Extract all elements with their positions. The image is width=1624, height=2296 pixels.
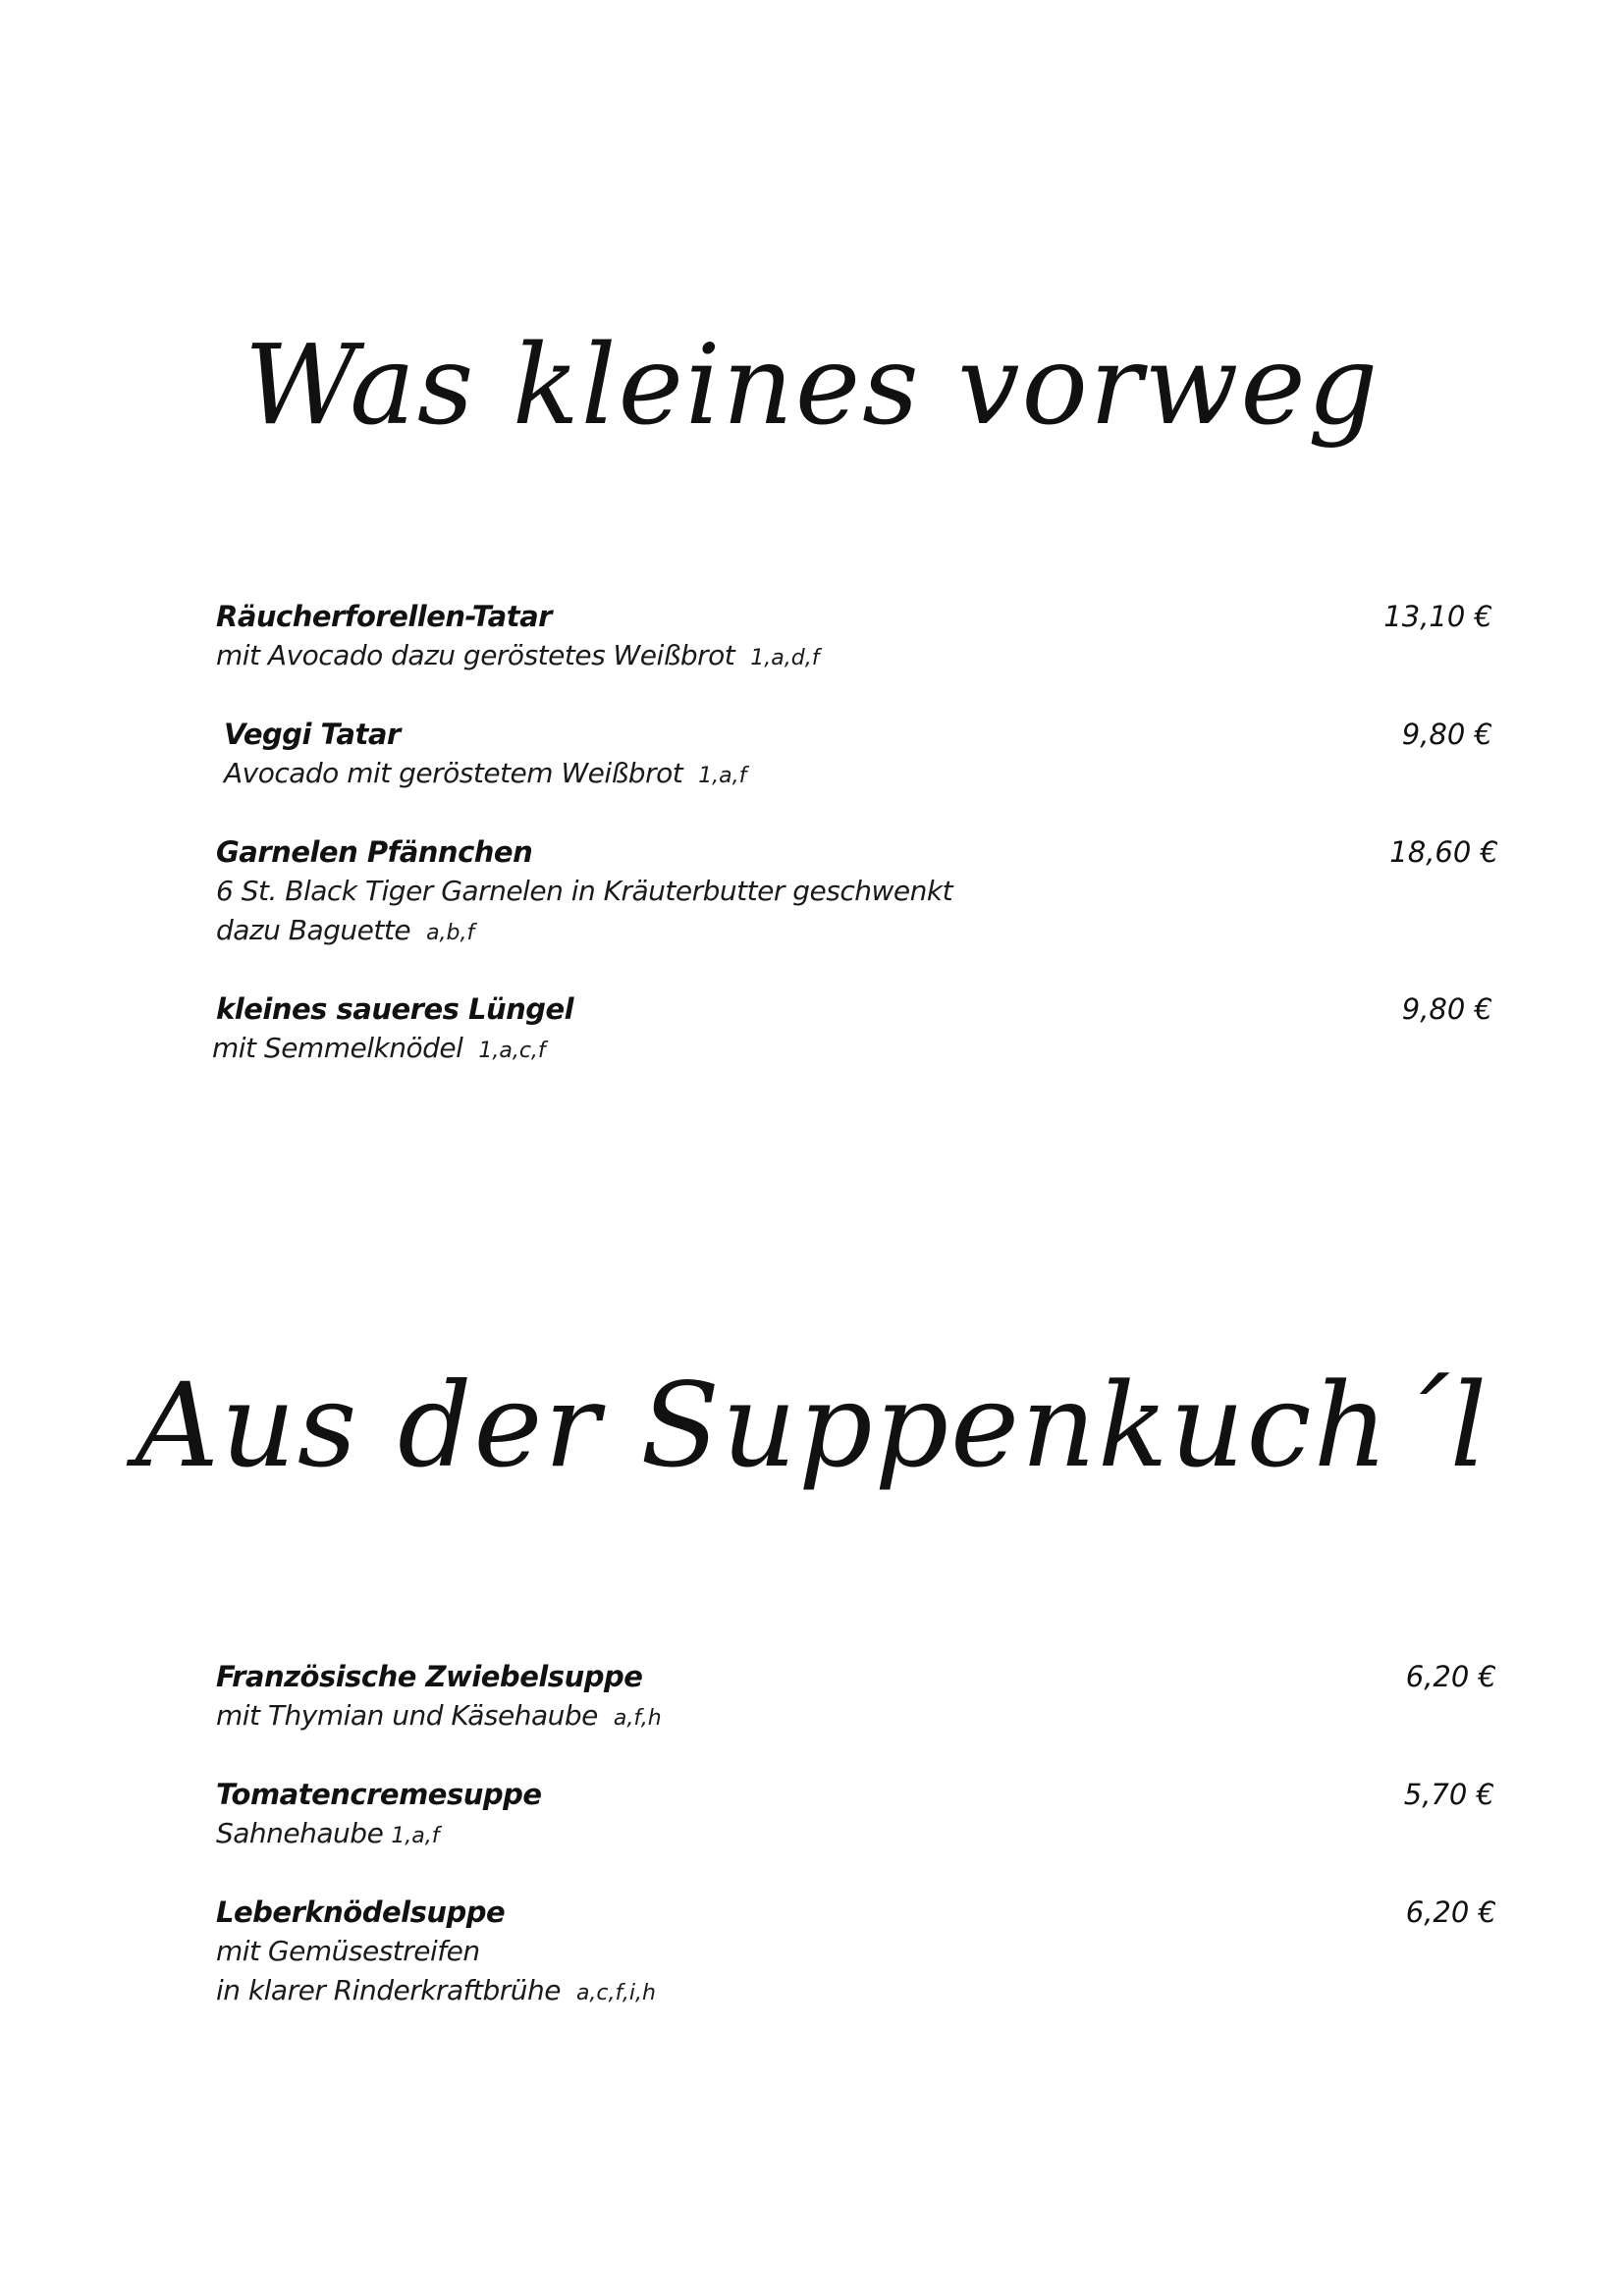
item-name: Garnelen Pfännchen [216,835,533,869]
item-description [212,1029,546,1071]
description-text: mit Avocado dazu geröstetes Weißbrot [216,639,735,671]
description-text: in klarer Rinderkraftbrühe [216,1974,561,2006]
item-price: 9,80 € [1401,992,1492,1026]
item-description [216,636,819,678]
item-name: kleines saueres Lüngel [216,992,574,1026]
item-name: Leberknödelsuppe [216,1896,506,1929]
allergen-codes: 1,a,f [391,1824,440,1848]
item-description [216,1814,440,1856]
allergen-codes: 1,a,f [698,764,747,788]
item-description [216,872,952,911]
allergen-codes: 1,a,c,f [478,1039,546,1063]
description-text: Sahnehaube [216,1817,384,1849]
description-text: mit Gemüsestreifen [216,1935,480,1967]
item-description [224,754,746,796]
item-description [216,1932,480,1971]
allergen-codes: a,b,f [426,921,475,945]
item-price: 18,60 € [1389,835,1498,869]
item-price: 6,20 € [1405,1896,1496,1929]
item-description [216,1971,656,2013]
item-price: 5,70 € [1403,1778,1494,1811]
description-text: mit Thymian und Käsehaube [216,1699,598,1732]
item-price: 13,10 € [1383,600,1492,633]
allergen-codes: a,f,h [613,1706,662,1731]
description-text: Avocado mit geröstetem Weißbrot [224,757,683,789]
item-name: Veggi Tatar [224,718,401,751]
item-name: Französische Zwiebelsuppe [216,1660,643,1693]
allergen-codes: 1,a,d,f [750,646,820,670]
section-title-vorweg: Was kleines vorweg [244,322,1380,450]
item-description [216,911,474,953]
description-text: 6 St. Black Tiger Garnelen in Kräuterbutter geschwenkt [216,875,953,907]
item-name: Räucherforellen-Tatar [216,600,552,633]
item-price: 9,80 € [1401,718,1492,751]
item-name: Tomatencremesuppe [216,1778,542,1811]
allergen-codes: a,c,f,i,h [575,1981,656,2005]
item-price: 6,20 € [1405,1660,1496,1693]
section-title-suppenkuchl: Aus der Suppenkuch´l [135,1358,1489,1493]
description-text: mit Semmelknödel [212,1032,463,1064]
description-text: dazu Baguette [216,914,411,946]
item-description [216,1696,662,1738]
